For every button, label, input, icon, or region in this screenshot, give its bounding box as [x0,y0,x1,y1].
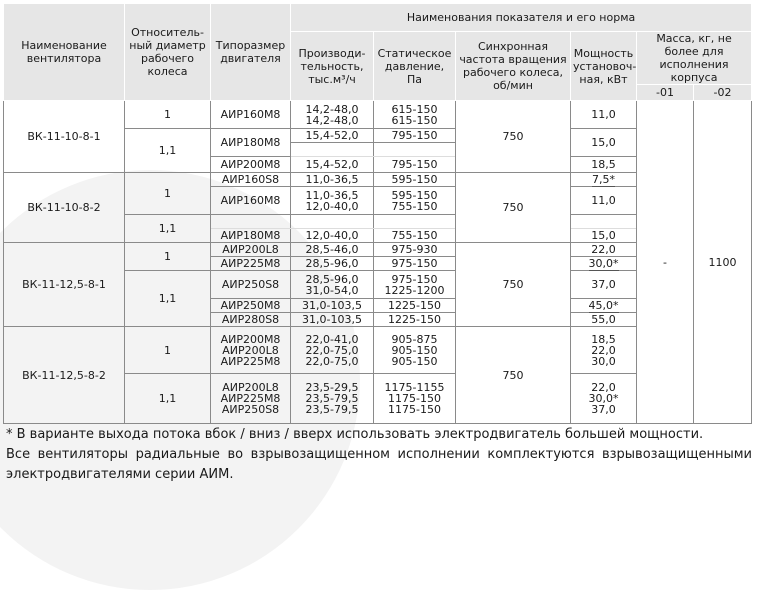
col-mass-02: -02 [694,85,752,101]
pressure-cell: 755-150 [374,229,456,243]
col-power: Мощность установоч-ная, кВт [571,32,637,101]
mass-02-cell: 1100 [694,101,752,424]
diameter-cell: 1,1 [125,271,211,327]
productivity-cell: 31,0-103,5 [291,299,374,313]
power-cell: 22,0 [571,243,637,257]
pressure-cell: 1175-1155 1175-150 1175-150 [374,374,456,424]
motor-cell: АИР250S8 [211,271,291,299]
power-cell: 22,0 30,0* 37,0 [571,374,637,424]
productivity-cell: 22,0-41,0 22,0-75,0 22,0-75,0 [291,327,374,374]
pressure-cell: 905-875 905-150 905-150 [374,327,456,374]
motor-cell: АИР200L8 АИР225М8 АИР250S8 [211,374,291,424]
productivity-cell [291,143,374,157]
power-cell: 18,5 [571,157,637,173]
productivity-cell: 14,2-48,0 14,2-48,0 [291,101,374,129]
productivity-cell: 28,5-96,0 31,0-54,0 [291,271,374,299]
fan-name-cell: ВК-11-12,5-8-2 [4,327,125,424]
speed-cell: 750 [456,327,571,424]
power-cell: 11,0 [571,101,637,129]
productivity-cell: 23,5-29,5 23,5-79,5 23,5-79,5 [291,374,374,424]
pressure-cell: 615-150 615-150 [374,101,456,129]
pressure-cell: 595-150 [374,173,456,187]
speed-cell: 750 [456,101,571,173]
col-motor-type: Типоразмер двигателя [211,4,291,101]
productivity-cell: 28,5-46,0 [291,243,374,257]
pressure-cell: 975-150 [374,257,456,271]
diameter-cell: 1 [125,327,211,374]
power-cell [571,215,637,229]
pressure-cell: 975-150 1225-1200 [374,271,456,299]
motor-cell: АИР225М8 [211,257,291,271]
power-cell: 15,0 [571,229,637,243]
footnote-explosion-proof: Все вентиляторы радиальные во взрывозащищенном исполнении комплектуются взрывозащищенными [6,447,752,462]
power-cell: 55,0 [571,313,637,327]
productivity-cell: 12,0-40,0 [291,229,374,243]
pressure-cell: 1225-150 [374,313,456,327]
mass-01-cell: - [637,101,694,424]
power-cell: 45,0* [571,299,637,313]
col-indicators: Наименования показателя и его норма [291,4,752,32]
col-rel-diameter: Относитель-ный диаметр рабочего колеса [125,4,211,101]
motor-cell: АИР160S8 [211,173,291,187]
pressure-cell: 795-150 [374,157,456,173]
pressure-cell: 975-930 [374,243,456,257]
productivity-cell: 11,0-36,5 [291,173,374,187]
footnotes [6,425,752,485]
diameter-cell: 1 [125,173,211,215]
col-mass-01: -01 [637,85,694,101]
fan-spec-table [3,3,752,424]
motor-cell: АИР160М8 [211,187,291,215]
pressure-cell: 595-150 755-150 [374,187,456,215]
motor-cell: АИР200М8 АИР200L8 АИР225М8 [211,327,291,374]
pressure-cell [374,215,456,229]
power-cell: 37,0 [571,271,637,299]
motor-cell: АИР160М8 [211,101,291,129]
col-fan-name: Наименование вентилятора [4,4,125,101]
power-cell: 11,0 [571,187,637,215]
diameter-cell: 1 [125,243,211,271]
power-cell: 7,5* [571,173,637,187]
motor-cell [211,215,291,229]
power-cell: 15,0 [571,129,637,157]
pressure-cell: 795-150 [374,129,456,143]
diameter-cell: 1 [125,101,211,129]
col-mass: Масса, кг, не более для исполнения корпуса [637,32,752,85]
diameter-cell: 1,1 [125,215,211,243]
pressure-cell: 1225-150 [374,299,456,313]
motor-cell: АИР250М8 [211,299,291,313]
productivity-cell: 15,4-52,0 [291,157,374,173]
power-cell: 18,5 22,0 30,0 [571,327,637,374]
fan-name-cell: ВК-11-10-8-1 [4,101,125,173]
motor-cell: АИР280S8 [211,313,291,327]
diameter-cell: 1,1 [125,374,211,424]
productivity-cell: 31,0-103,5 [291,313,374,327]
footnote-explosion-proof-cont: электродвигателями серии АИМ. [6,467,234,482]
pressure-cell [374,143,456,157]
productivity-cell [291,215,374,229]
col-speed: Синхронная частота вращения рабочего колеса, об/мин [456,32,571,101]
motor-cell: АИР180М8 [211,229,291,243]
motor-cell: АИР200L8 [211,243,291,257]
power-cell: 30,0* [571,257,637,271]
productivity-cell: 28,5-96,0 [291,257,374,271]
motor-cell: АИР200М8 [211,157,291,173]
col-static-pressure: Статическое давление, Па [374,32,456,101]
speed-cell: 750 [456,173,571,243]
fan-name-cell: ВК-11-10-8-2 [4,173,125,243]
productivity-cell: 11,0-36,5 12,0-40,0 [291,187,374,215]
fan-name-cell: ВК-11-12,5-8-1 [4,243,125,327]
speed-cell: 750 [456,243,571,327]
footnote-asterisk: * В варианте выхода потока вбок / вниз / вверх использовать электродвигатель большей мощности. [6,427,704,442]
productivity-cell: 15,4-52,0 [291,129,374,143]
motor-cell: АИР180М8 [211,129,291,157]
col-productivity: Производи-тельность, тыс.м³/ч [291,32,374,101]
diameter-cell: 1,1 [125,129,211,173]
